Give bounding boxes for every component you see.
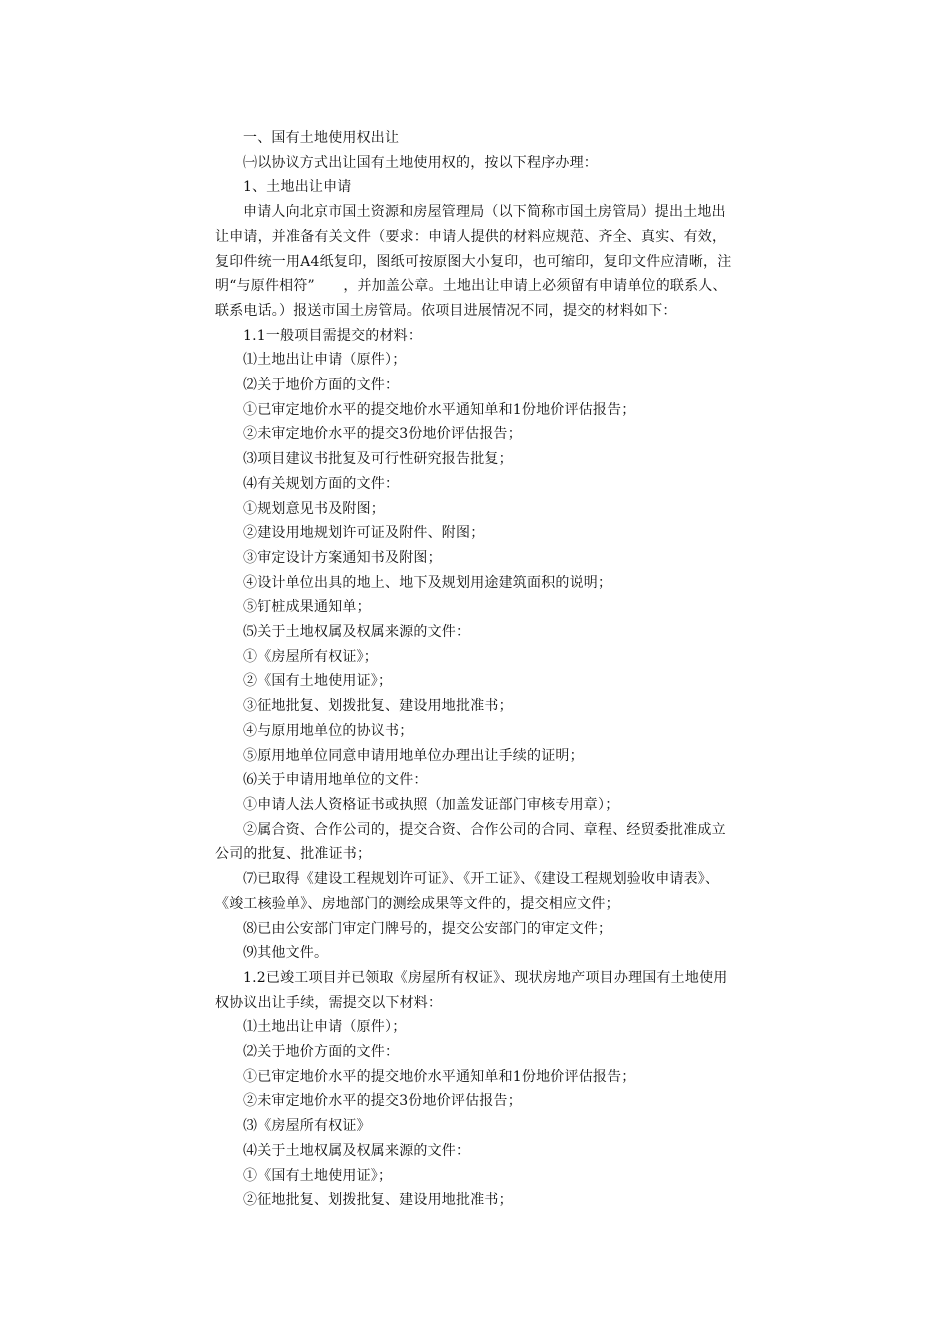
paragraph: ⑤原用地单位同意申请用地单位办理出让手续的证明； xyxy=(243,747,584,764)
paragraph: 一、国有土地使用权出让 xyxy=(243,130,400,146)
paragraph: ⑴土地出让申请（原件）； xyxy=(243,352,407,369)
paragraph: ④设计单位出具的地上、地下及规划用途建筑面积的说明； xyxy=(243,574,613,591)
document-body xyxy=(215,126,735,1213)
paragraph: 1.2已竣工项目并已领取《房屋所有权证》、现状房地产项目办理国有土地使用权协议出让手续，需提交以下材料： xyxy=(215,969,728,1011)
paragraph: ⑤钉桩成果通知单； xyxy=(243,599,371,616)
paragraph: ①已审定地价水平的提交地价水平通知单和1份地价评估报告； xyxy=(243,1068,636,1085)
paragraph: ②属合资、合作公司的，提交合资、合作公司的合同、章程、经贸委批准成立公司的批复、批准证书； xyxy=(215,821,726,863)
paragraph: ①已审定地价水平的提交地价水平通知单和1份地价评估报告； xyxy=(243,401,636,418)
paragraph: ⑸关于土地权属及权属来源的文件： xyxy=(243,624,471,641)
paragraph: ㈠以协议方式出让国有土地使用权的，按以下程序办理： xyxy=(243,154,598,171)
paragraph: ⑹关于申请用地单位的文件： xyxy=(243,772,428,789)
paragraph: ⑶《房屋所有权证》 xyxy=(243,1118,371,1135)
paragraph: 1、土地出让申请 xyxy=(243,179,352,196)
paragraph: ③征地批复、划拨批复、建设用地批准书； xyxy=(243,698,513,715)
paragraph: ⑵关于地价方面的文件： xyxy=(243,1044,400,1061)
paragraph: ⑷有关规划方面的文件： xyxy=(243,475,400,492)
paragraph: ①申请人法人资格证书或执照（加盖发证部门审核专用章）； xyxy=(243,796,620,813)
paragraph: ⑶项目建议书批复及可行性研究报告批复； xyxy=(243,451,513,468)
paragraph: ⑺已取得《建设工程规划许可证》、《开工证》、《建设工程规划验收申请表》、《竣工核验单》、房地部门的测绘成果等文件的，提交相应文件； xyxy=(215,871,720,912)
paragraph: ②《国有土地使用证》； xyxy=(243,673,393,690)
paragraph: 1.1一般项目需提交的材料： xyxy=(243,327,423,344)
paragraph: ②征地批复、划拨批复、建设用地批准书； xyxy=(243,1192,513,1209)
paragraph: ②建设用地规划许可证及附件、附图； xyxy=(243,525,485,542)
paragraph: ④与原用地单位的协议书； xyxy=(243,722,414,739)
paragraph: ①规划意见书及附图； xyxy=(243,500,385,517)
paragraph: ⑷关于土地权属及权属来源的文件： xyxy=(243,1142,471,1159)
paragraph: ⑼其他文件。 xyxy=(243,945,329,962)
paragraph: ③审定设计方案通知书及附图； xyxy=(243,549,442,566)
paragraph: ①《房屋所有权证》； xyxy=(243,648,378,665)
paragraph: 申请人向北京市国土资源和房屋管理局（以下简称市国土房管局）提出土地出让申请，并准备有关文件（要求：申请人提供的材料应规范、齐全、真实、有效，复印件统一用A4纸复印，图纸可按原图大小复印，也可缩印，复印文件应清晰，注明“与原件相符” ，并加盖公章。土地出让申请上必须留有申请单位的联系人、联系电话。）报送市国土房管局。依项目进展情况不同，提交的材料如下： xyxy=(215,204,732,319)
paragraph: ⑴土地出让申请（原件）； xyxy=(243,1019,407,1036)
paragraph: ⑻已由公安部门审定门牌号的，提交公安部门的审定文件； xyxy=(243,920,613,937)
paragraph: ②未审定地价水平的提交3份地价评估报告； xyxy=(243,426,522,443)
paragraph: ①《国有土地使用证》； xyxy=(243,1167,393,1184)
paragraph: ⑵关于地价方面的文件： xyxy=(243,377,400,394)
paragraph: ②未审定地价水平的提交3份地价评估报告； xyxy=(243,1093,522,1110)
